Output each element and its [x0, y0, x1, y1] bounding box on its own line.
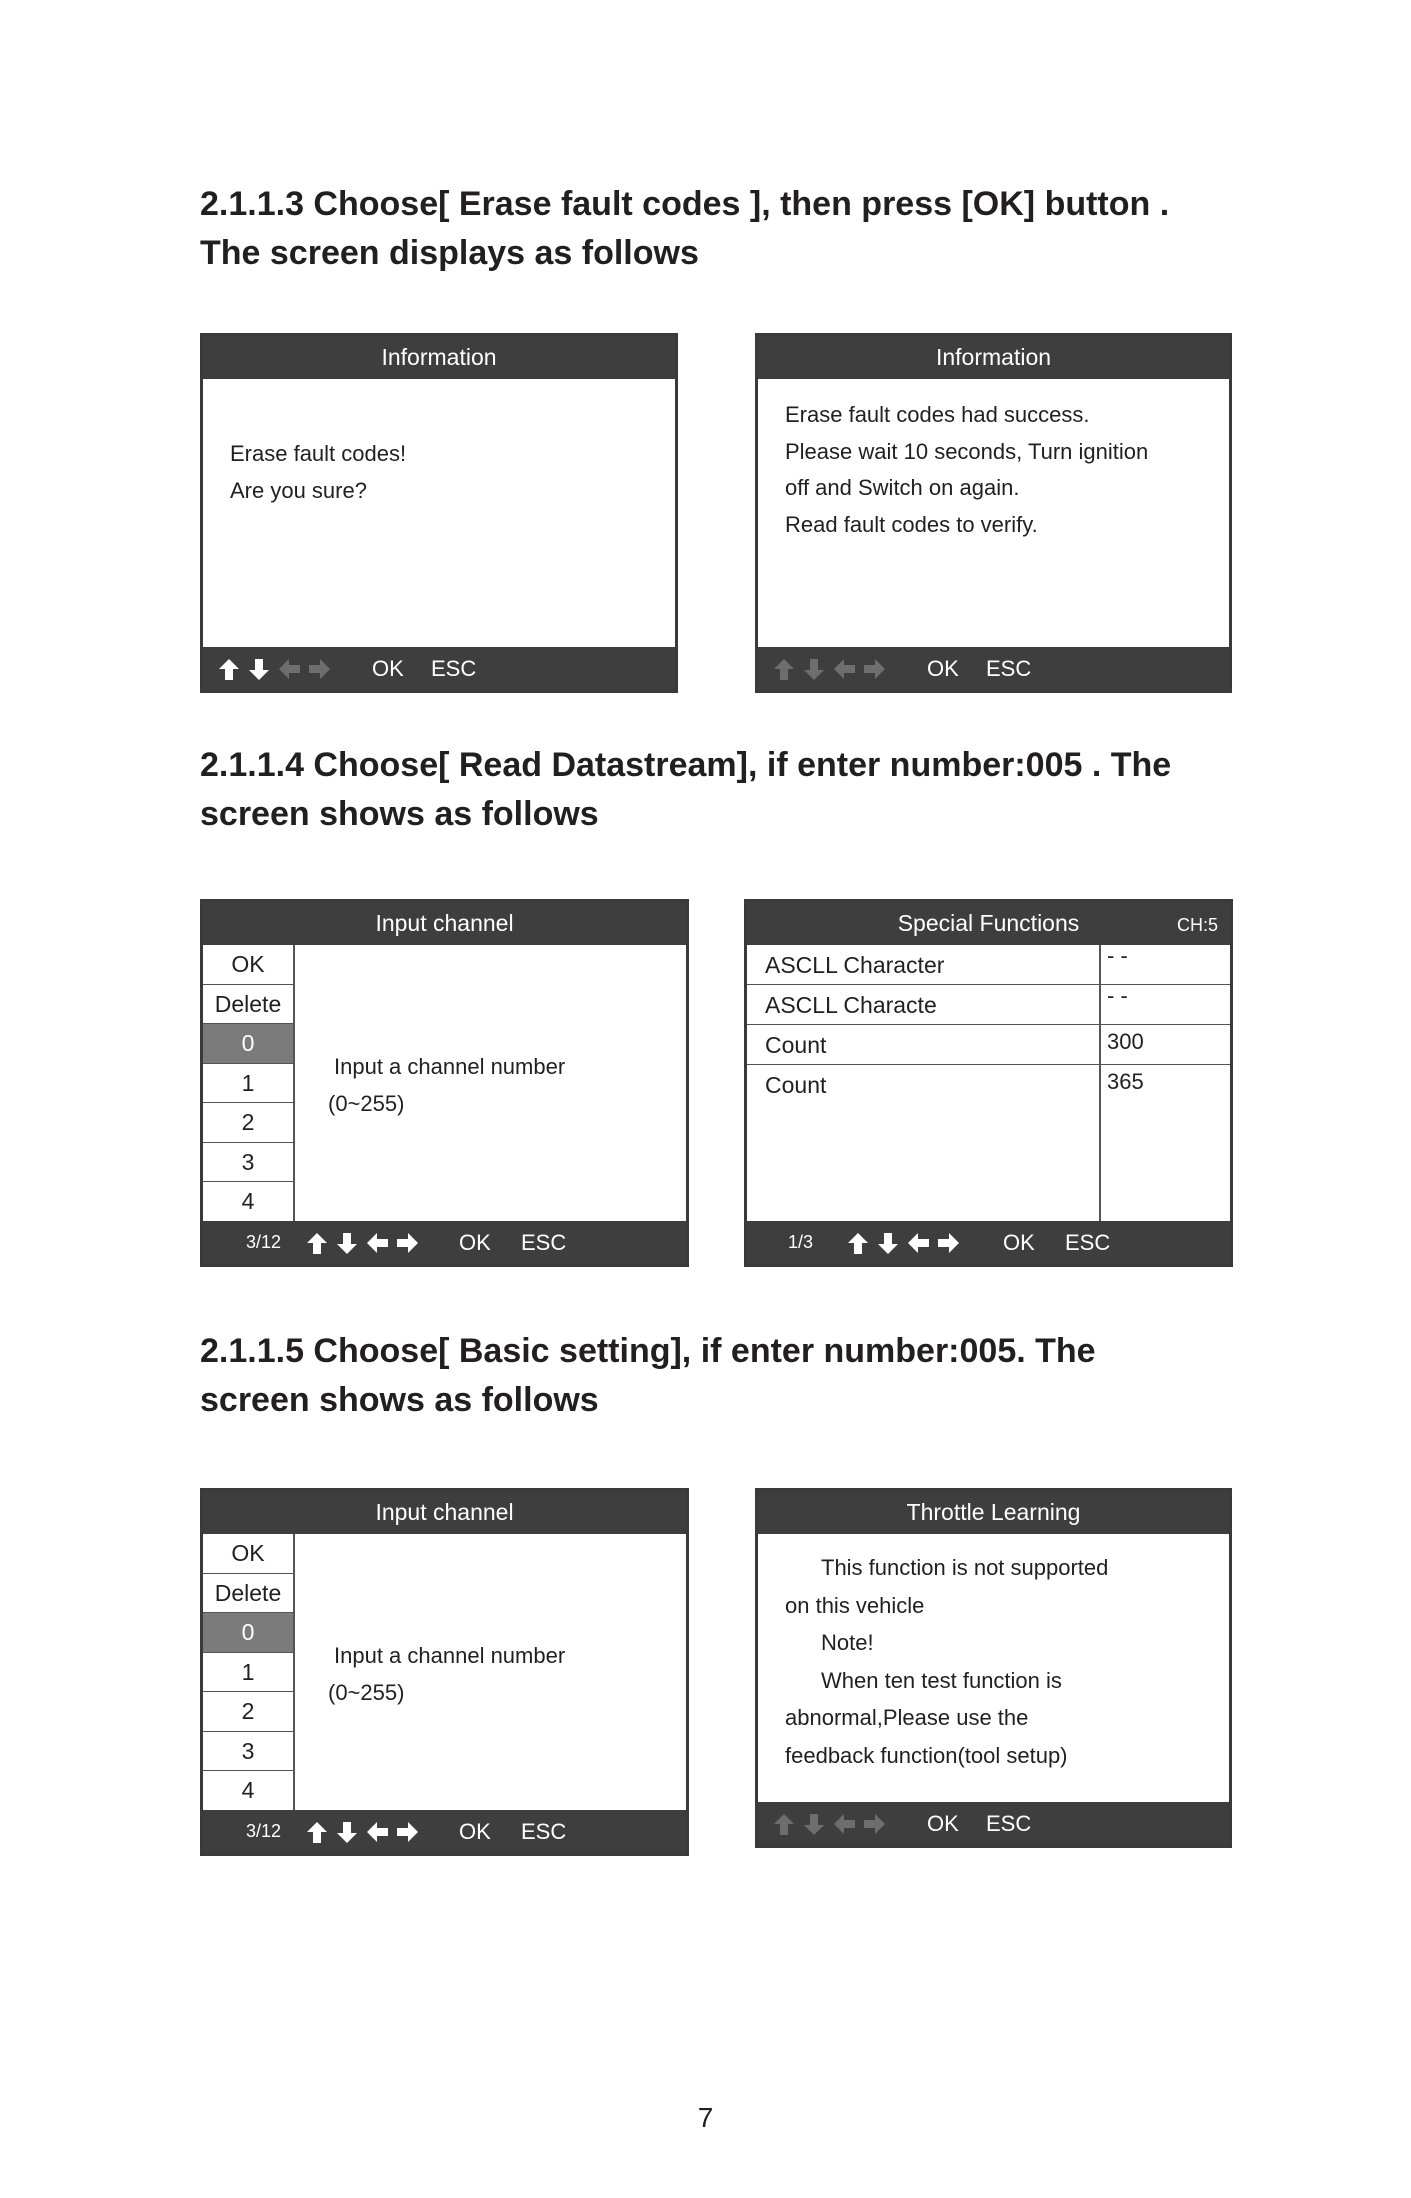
key-ok[interactable]: OK: [203, 1534, 293, 1574]
screen-footer: [758, 647, 1229, 690]
message-line: Are you sure?: [230, 477, 367, 503]
screen-special-functions: [744, 899, 1233, 1267]
table-row[interactable]: [747, 1065, 1230, 1105]
screen-erase-success: [755, 333, 1232, 693]
message-line: This function is not supported: [821, 1555, 1109, 1580]
key-0[interactable]: 0: [203, 1613, 293, 1653]
prompt-line: Input a channel number: [334, 1643, 566, 1668]
key-1[interactable]: 1: [203, 1064, 293, 1104]
arrow-up-icon: [219, 659, 239, 680]
key-1[interactable]: 1: [203, 1653, 293, 1693]
nav-arrows: [774, 657, 886, 681]
screen-message: [785, 397, 1148, 543]
arrow-up-icon: [307, 1233, 327, 1254]
table-row[interactable]: [747, 945, 1230, 985]
key-0[interactable]: 0: [203, 1024, 293, 1064]
channel-prompt: [328, 1638, 566, 1711]
screen-title-bar: [747, 902, 1230, 945]
arrow-left-icon: [834, 1814, 855, 1834]
screen-footer: [203, 1221, 686, 1264]
keypad-list: [203, 1534, 295, 1811]
section-heading-basic-setting: [200, 1327, 1240, 1425]
key-4[interactable]: 4: [203, 1182, 293, 1222]
screen-erase-confirm: [200, 333, 678, 693]
table-row[interactable]: [747, 1025, 1230, 1065]
arrow-right-icon: [938, 1233, 959, 1253]
section-heading-datastream: [200, 741, 1240, 839]
message-line: feedback function(tool setup): [785, 1742, 1068, 1768]
esc-button[interactable]: ESC: [986, 656, 1032, 681]
page-indicator: 1/3: [788, 1232, 814, 1252]
screen-footer: [203, 1810, 686, 1853]
channel-prompt: [328, 1049, 566, 1122]
arrow-up-icon: [774, 659, 794, 680]
page-number: 7: [697, 2102, 714, 2133]
prompt-range: (0~255): [328, 1679, 405, 1705]
screen-title: Input channel: [203, 902, 686, 945]
section-heading-erase: [200, 180, 1240, 278]
ok-button[interactable]: OK: [1003, 1230, 1035, 1255]
message-line: abnormal,Please use the: [785, 1705, 1029, 1730]
message-line: When ten test function is: [821, 1667, 1062, 1693]
arrow-down-icon: [249, 659, 269, 680]
arrow-down-icon: [337, 1233, 357, 1254]
heading-line: 2.1.1.4 Choose[ Read Datastream], if enter number:005 . The: [200, 746, 1172, 784]
arrow-right-icon: [309, 659, 330, 679]
channel-indicator: CH:5: [1176, 915, 1218, 935]
arrow-up-icon: [774, 1814, 794, 1835]
screen-title: Special Functions: [897, 910, 1080, 936]
keypad-list: [203, 945, 295, 1222]
arrow-left-icon: [834, 659, 855, 679]
arrow-right-icon: [864, 1814, 885, 1834]
row-name: Count: [765, 1072, 827, 1098]
row-value: - -: [1107, 943, 1128, 968]
prompt-line: Input a channel number: [334, 1054, 566, 1079]
message-line: off and Switch on again.: [785, 475, 1020, 500]
nav-arrows: [307, 1231, 419, 1255]
screen-input-channel: [200, 899, 689, 1267]
key-2[interactable]: 2: [203, 1692, 293, 1732]
arrow-down-icon: [878, 1233, 898, 1254]
row-value: - -: [1107, 983, 1128, 1008]
esc-button[interactable]: ESC: [1065, 1230, 1111, 1255]
nav-arrows: [774, 1812, 886, 1836]
arrow-down-icon: [804, 659, 824, 680]
heading-line: The screen displays as follows: [200, 234, 699, 272]
screen-title: Throttle Learning: [758, 1491, 1229, 1534]
ok-button[interactable]: OK: [927, 1811, 959, 1836]
arrow-right-icon: [864, 659, 885, 679]
page-indicator: 3/12: [246, 1821, 282, 1841]
esc-button[interactable]: ESC: [521, 1230, 567, 1255]
ok-button[interactable]: OK: [459, 1230, 491, 1255]
arrow-left-icon: [279, 659, 300, 679]
key-ok[interactable]: OK: [203, 945, 293, 985]
row-name: ASCLL Characte: [765, 992, 937, 1018]
page-indicator: 3/12: [246, 1232, 282, 1252]
arrow-down-icon: [337, 1822, 357, 1843]
arrow-left-icon: [367, 1822, 388, 1842]
table-row[interactable]: [747, 985, 1230, 1025]
heading-line: 2.1.1.5 Choose[ Basic setting], if enter number:005. The: [200, 1332, 1096, 1370]
nav-arrows: [848, 1231, 960, 1255]
message-line: Note!: [821, 1630, 874, 1655]
row-name: Count: [765, 1032, 827, 1058]
arrow-down-icon: [804, 1814, 824, 1835]
row-name: ASCLL Character: [765, 952, 945, 978]
key-2[interactable]: 2: [203, 1103, 293, 1143]
message-line: on this vehicle: [785, 1592, 925, 1618]
screen-message: [785, 1549, 1108, 1774]
screen-title: Input channel: [203, 1491, 686, 1534]
prompt-range: (0~255): [328, 1090, 405, 1116]
nav-arrows: [307, 1820, 419, 1844]
heading-line: 2.1.1.3 Choose[ Erase fault codes ], then press [OK] button .: [200, 185, 1170, 223]
arrow-right-icon: [397, 1822, 418, 1842]
screen-footer: [203, 647, 675, 690]
nav-arrows: [219, 657, 331, 681]
ok-button[interactable]: OK: [927, 656, 959, 681]
key-delete[interactable]: Delete: [203, 985, 293, 1025]
key-4[interactable]: 4: [203, 1771, 293, 1811]
key-3[interactable]: 3: [203, 1732, 293, 1772]
row-value: 365: [1107, 1069, 1144, 1094]
arrow-right-icon: [397, 1233, 418, 1253]
screen-throttle-learning: [755, 1488, 1232, 1848]
message-line: Read fault codes to verify.: [785, 511, 1038, 537]
message-line: Erase fault codes!: [230, 441, 407, 466]
arrow-left-icon: [908, 1233, 929, 1253]
esc-button[interactable]: ESC: [431, 656, 477, 681]
screen-footer: [747, 1221, 1230, 1264]
ok-button[interactable]: OK: [372, 656, 404, 681]
esc-button[interactable]: ESC: [986, 1811, 1032, 1836]
heading-line: screen shows as follows: [200, 1381, 599, 1419]
message-line: Please wait 10 seconds, Turn ignition: [785, 438, 1149, 464]
ok-button[interactable]: OK: [459, 1819, 491, 1844]
heading-line: screen shows as follows: [200, 795, 599, 833]
screen-input-channel: [200, 1488, 689, 1856]
arrow-up-icon: [307, 1822, 327, 1843]
screen-message: [230, 436, 406, 509]
screen-title: Information: [758, 336, 1229, 379]
row-value: 300: [1107, 1029, 1144, 1054]
key-3[interactable]: 3: [203, 1143, 293, 1183]
arrow-left-icon: [367, 1233, 388, 1253]
key-delete[interactable]: Delete: [203, 1574, 293, 1614]
screen-footer: [758, 1802, 1229, 1845]
message-line: Erase fault codes had success.: [785, 402, 1090, 427]
esc-button[interactable]: ESC: [521, 1819, 567, 1844]
arrow-up-icon: [848, 1233, 868, 1254]
screen-title: Information: [203, 336, 675, 379]
